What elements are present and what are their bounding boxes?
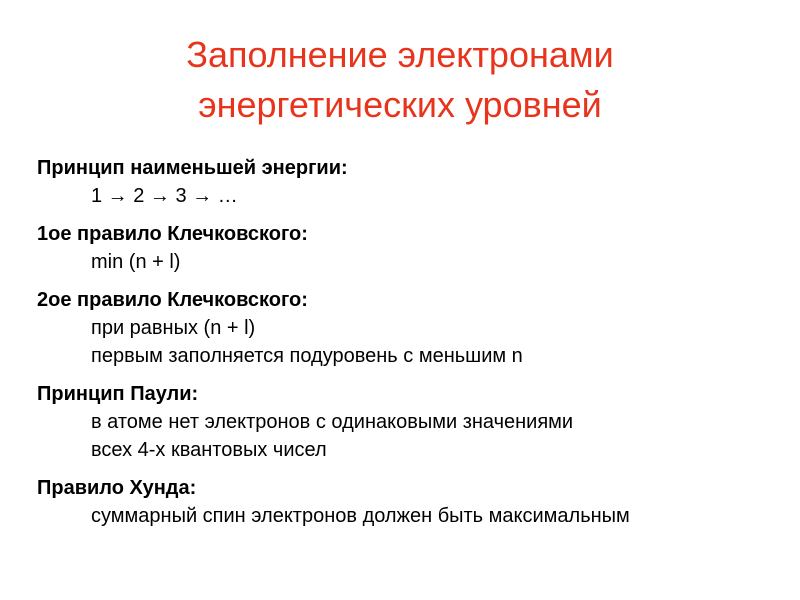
section-line: в атоме нет электронов с одинаковыми значениями [91, 411, 574, 433]
section-klechkovsky-rule-2 [37, 286, 777, 370]
section-line: при равных (n + l) [91, 317, 256, 339]
slide-title [0, 30, 800, 130]
section-line: min (n + l) [91, 251, 181, 273]
slide-title-line-1: Заполнение электронами [186, 34, 614, 75]
section-heading: 1ое правило Клечковского: [37, 223, 308, 245]
section-line: 1 → 2 → 3 → … [91, 185, 238, 207]
section-heading: Принцип Паули: [37, 383, 199, 405]
slide-content [37, 154, 777, 540]
section-least-energy-principle [37, 154, 777, 210]
section-line: суммарный спин электронов должен быть максимальным [91, 505, 630, 527]
section-pauli-principle [37, 380, 777, 464]
section-line: всех 4-х квантовых чисел [91, 439, 327, 461]
section-heading: 2ое правило Клечковского: [37, 289, 308, 311]
section-line: первым заполняется подуровень с меньшим n [91, 345, 523, 367]
slide-title-line-2: энергетических уровней [198, 84, 602, 125]
section-klechkovsky-rule-1 [37, 220, 777, 276]
section-heading: Правило Хунда: [37, 477, 197, 499]
section-hund-rule [37, 474, 777, 530]
section-heading: Принцип наименьшей энергии: [37, 157, 348, 179]
